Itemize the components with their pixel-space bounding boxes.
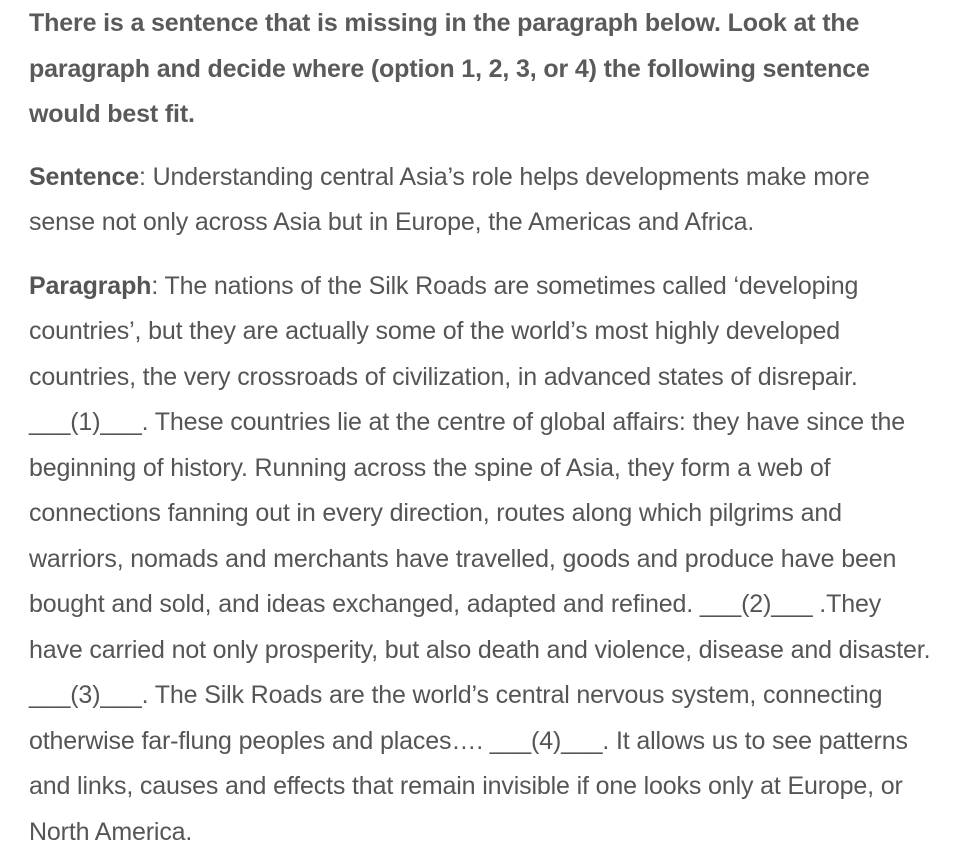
sentence-text: Understanding central Asia’s role helps developments make more sense not only across Asia but in Europe, the Americas and Africa. [29, 162, 870, 236]
paragraph-label: Paragraph [29, 271, 152, 300]
paragraph-intro: The nations of the Silk Roads are sometimes called ‘developing countries’, but they are actually some of the world’s most highly developed countries, the very crossroads of civilization, in advanced states of disrepair. [29, 271, 859, 391]
paragraph-separator: : [151, 271, 165, 300]
sentence-separator: : [138, 162, 153, 191]
paragraph-gap-1-segment: ___(1)___. These countries lie at the centre of global affairs: they have since the beginning of history. Running across the spine of Asia, they form a web of connections fanning out in every direction, routes along which pilgrims and warriors, nomads and merchants have travelled, goods and produce have been bought and sold, and ideas exchanged, adapted and refined. [29, 408, 906, 618]
paragraph-gap-3-segment: ___(3)___. The Silk Roads are the world’s central nervous system, connecting otherwise far-flung peoples and places…. [29, 681, 883, 755]
paragraph-gap-2-segment: ___(2)___ .They have carried not only prosperity, but also death and violence, disease and disaster. [29, 590, 931, 664]
paragraph-gap-4-segment: ___(4)___. It allows us to see patterns and links, causes and effects that remain invisible if one looks only at Europe, or North America. [29, 726, 908, 846]
question-prompt: There is a sentence that is missing in the paragraph below. Look at the paragraph and decide where (option 1, 2, 3, or 4) the following sentence would best fit. [29, 9, 870, 128]
paragraph-block [29, 264, 939, 856]
reading-question-card [29, 0, 939, 855]
sentence-label: Sentence [29, 162, 139, 191]
sentence-block [29, 155, 939, 246]
